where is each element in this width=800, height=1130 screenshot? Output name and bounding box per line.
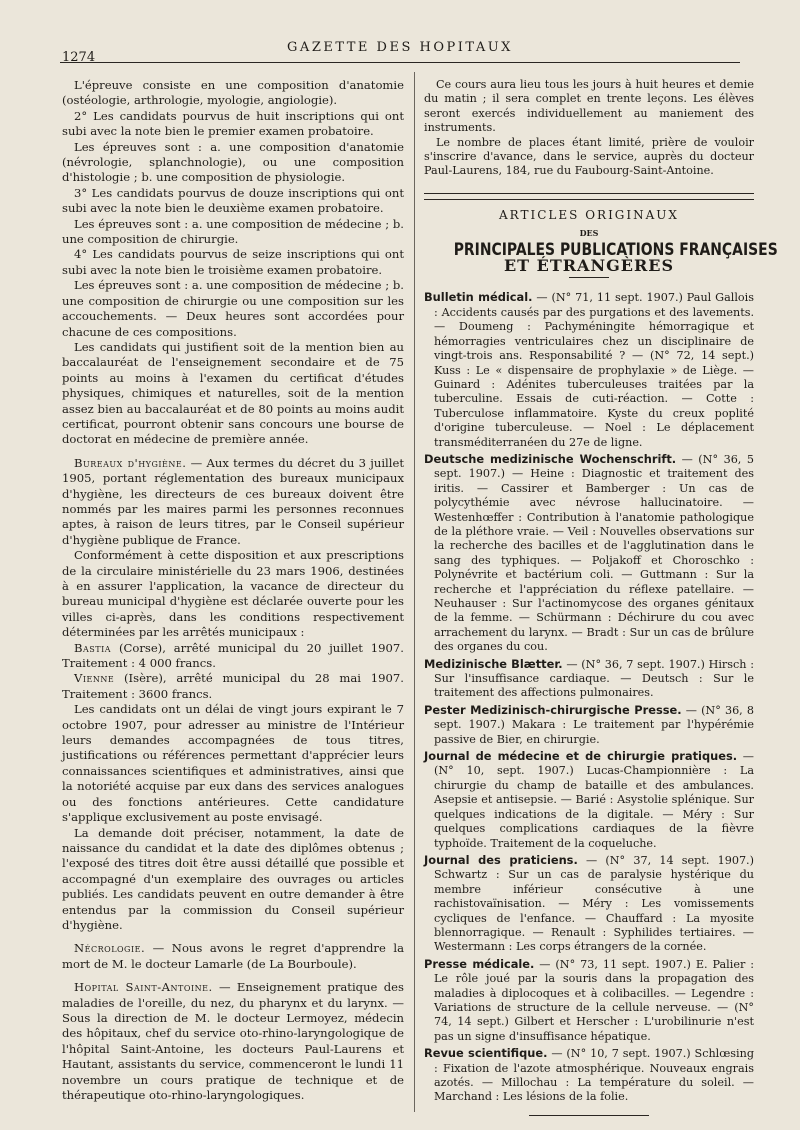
section-necrologie	[62, 941, 404, 972]
publication-text: — (N° 10, sept. 1907.) Lucas-Championnière : La chirurgie du champ de bataille et des ambulances. Asepsie et antisepsie. — Barié : Asystolie splénique. Sur quelques indications de la digitale. — Méry : Sur quelques complications cardiaques de la fièvre typhoïde. Traitement de la coqueluche.	[434, 750, 754, 850]
section-bureaux-hygiene	[62, 456, 404, 548]
section-heading: Nécrologie.	[74, 941, 146, 956]
paragraph: 4° Les candidats pourvus de seize inscriptions qui ont subi avec la note bien le troisième examen probatoire.	[62, 247, 404, 277]
publication-journal-name: Deutsche medizinische Wochenschrift.	[424, 451, 677, 466]
paragraph: Les candidats ont un délai de vingt jours expirant le 7 octobre 1907, pour adresser au ministre de l'Intérieur leurs demandes accompagnées de tous titres, justifications ou références permettant d'apprécier leurs connaissances scientifiques et administratives, ainsi que la notoriété acquise par eux dans des services analogues ou des fonctions antérieures. Cette candidature s'applique exclusivement au poste envisagé.	[62, 702, 404, 825]
section-hopital	[62, 980, 404, 1103]
publication-entry	[424, 957, 754, 1044]
articles-heading-principales: PRINCIPALES PUBLICATIONS FRANÇAISES	[453, 239, 778, 260]
paragraph-bastia	[62, 641, 404, 672]
header-rule	[60, 62, 740, 63]
publication-entry	[424, 749, 754, 851]
paragraph: Ce cours aura lieu tous les jours à huit heures et demie du matin ; il sera complet en trente leçons. Les élèves seront exercés individuellement au maniement des instruments.	[424, 78, 754, 135]
publication-text: — (N° 71, 11 sept. 1907.) Paul Gallois : Accidents causés par des purgations et des lavements. — Doumeng : Pachyméningite hémorragique et hémorragies ventriculaires chez un disciplinaire de vingt-trois ans. Responsabilité ? — (N° 72, 14 sept.) Kuss : Le « dispensaire de prophylaxie » de Liège. — Guinard : Adénites tuberculeuses traitées par la tuberculine. Essais de cuti-réaction. — Cotte : Tuberculose inflammatoire. Kyste du creux poplité d'origine tuberculeuse. — Noel : Le déplacement transméditerranéen du 27e de ligne.	[434, 291, 754, 449]
publication-entries	[424, 290, 754, 1104]
paragraph: Les épreuves sont : a. une composition de médecine ; b. une composition de chirurgie.	[62, 216, 404, 247]
section-heading: Bureaux d'hygiène.	[74, 455, 187, 470]
publication-journal-name: Journal de médecine et de chirurgie pratiques.	[424, 749, 738, 764]
left-column	[62, 78, 404, 1103]
paragraph: Le nombre de places étant limité, prière de vouloir s'inscrire d'avance, dans le service, auprès du docteur Paul-Laurens, 184, rue du Faubourg-Saint-Antoine.	[424, 135, 754, 178]
paragraph: Conformément à cette disposition et aux prescriptions de la circulaire ministérielle du 23 mars 1906, destinées à en assurer l'application, la vacance de directeur du bureau municipal d'hygiène est déclarée ouverte pour les villes ci-après, dans les conditions respectivement déterminées par les arrêtés municipaux :	[62, 548, 404, 640]
publication-text: — (N° 36, 5 sept. 1907.) — Heine : Diagnostic et traitement des iritis. — Cassirer et Bamberger : Un cas de polycythémie avec névrose hallucinatoire. — Westenhœffer : Contribution à l'anatomie pathologique de la pléthore vraie. — Veil : Nouvelles observations sur la recherche des bacilles et de l'agglutination dans le sang des typhiques. — Poljakoff et Choroschko : Polynévrite et bactérium coli. — Guttmann : Sur la recherche et l'appréciation du réflexe patellaire. — Neuhauser : Sur l'actinomycose des organes génitaux de la femme. — Schürmann : Déchirure du cou avec arrachement du larynx. — Bradt : Sur un cas de brûlure des organes du cou.	[434, 452, 754, 654]
articles-heading-etrangeres: ET ÉTRANGÈRES	[503, 256, 674, 276]
publication-entry	[424, 703, 754, 747]
city-text: (Isère), arrêté municipal du 28 mai 1907. Traitement : 3600 francs.	[62, 671, 404, 701]
paragraph: La demande doit préciser, notamment, la date de naissance du candidat et la date des diplômes obtenus ; l'exposé des titres doit être aussi détaillé que possible et accompagné d'un exemplaire des ouvrages ou articles publiés. Les candidats peuvent en outre demander à être entendus par la commission du Conseil supérieur d'hygiène.	[62, 825, 404, 932]
publication-entry	[424, 452, 754, 655]
articles-heading-des: DES	[579, 228, 599, 239]
articles-heading: ARTICLES ORIGINAUX	[499, 207, 679, 222]
city-name: Vienne	[74, 671, 115, 686]
column-separator	[414, 72, 415, 1112]
paragraph-vienne	[62, 671, 404, 702]
paragraph: Les candidats qui justifient soit de la mention bien au baccalauréat de l'enseignement secondaire et de 75 points au moins à l'examen du certificat d'études physiques, chimiques et naturelles, soit de la mention assez bien au baccalauréat et de 80 points au moins audit certificat, pourront obtenir sans concours une bourse de doctorat en médecine de première année.	[62, 339, 404, 447]
publication-entry	[424, 290, 754, 449]
paragraph: 2° Les candidats pourvus de huit inscriptions qui ont subi avec la note bien le premier examen probatoire.	[62, 108, 404, 139]
section-heading: Hopital Saint-Antoine.	[74, 980, 213, 995]
publication-entry	[424, 657, 754, 701]
double-rule	[424, 193, 754, 200]
paragraph: Les épreuves sont : a. une composition de médecine ; b. une composition de chirurgie ou une composition sur les accouchements. — Deux heures sont accordées pour chacune de ces compositions.	[62, 278, 404, 339]
city-name: Bastia	[74, 640, 112, 655]
publication-journal-name: Revue scientifique.	[424, 1046, 548, 1061]
paragraph: Les épreuves sont : a. une composition d'anatomie (névrologie, splanchnologie), ou une composition d'histologie ; b. une composition de physiologie.	[62, 139, 404, 185]
publication-journal-name: Presse médicale.	[424, 956, 535, 971]
journal-title: GAZETTE DES HOPITAUX	[287, 40, 513, 55]
publication-text: — (N° 10, 7 sept. 1907.) Schlœsing : Fixation de l'azote atmosphérique. Nouveaux engrais azotés. — Millochau : La température du soleil. — Marchand : Les lésions de la folie.	[434, 1047, 754, 1104]
publication-entry	[424, 853, 754, 955]
publication-journal-name: Pester Medizinisch-chirurgische Presse.	[424, 702, 682, 717]
publication-journal-name: Medizinische Blætter.	[424, 656, 563, 671]
short-rule	[569, 277, 609, 278]
paragraph: L'épreuve consiste en une composition d'anatomie (ostéologie, arthrologie, myologie, angiologie).	[62, 78, 404, 108]
section-text: — Nous avons le regret d'apprendre la mort de M. le docteur Lamarle (de La Bourboule).	[62, 941, 404, 971]
publication-text: — (N° 73, 11 sept. 1907.) E. Palier : Le rôle joué par la souris dans la propagation des maladies à diplocoques et à colibacilles. — Legendre : Variations de structure de la cellule nerveuse. — (N° 74, 14 sept.) Gilbert et Herscher : L'urobilinurie n'est pas un signe d'insuffisance hépatique.	[434, 957, 754, 1043]
publication-journal-name: Bulletin médical.	[424, 290, 533, 305]
publication-text: — (N° 36, 7 sept. 1907.) Hirsch : Sur l'insuffisance cardiaque. — Deutsch : Sur le traitement des affections pulmonaires.	[434, 657, 754, 700]
right-column	[424, 78, 778, 1116]
publication-journal-name: Journal des praticiens.	[424, 852, 578, 867]
end-ornament	[529, 1115, 649, 1116]
paragraph: 3° Les candidats pourvus de douze inscriptions qui ont subi avec la note bien le deuxième examen probatoire.	[62, 185, 404, 216]
publication-entry	[424, 1046, 754, 1105]
publication-text: — (N° 37, 14 sept. 1907.) Schwartz : Sur un cas de paralysie hystérique du membre inférieur consécutive à une rachistovaïnisation. — Méry : Les vomissements cycliques de l'enfance. — Chauffard : La myosite blennorragique. — Renault : Syphilides tertiaires. — Westermann : Les corps étrangers de la cornée.	[434, 853, 754, 954]
section-text: — Aux termes du décret du 3 juillet 1905, portant réglementation des bureaux municipaux d'hygiène, les directeurs de ces bureaux doivent être nommés par les maires parmi les personnes reconnues aptes, à raison de leurs titres, par le Conseil supérieur d'hygiène publique de France.	[62, 455, 404, 547]
section-text: — Enseignement pratique des maladies de l'oreille, du nez, du pharynx et du larynx. — Sous la direction de M. le docteur Lermoyez, médecin des hôpitaux, chef du service oto-rhino-laryngologique de l'hôpital Saint-Antoine, les docteurs Paul-Laurens et Hautant, assistants du service, commenceront le lundi 11 novembre un cours pratique de technique et de thérapeutique oto-rhino-laryngologiques.	[62, 980, 404, 1102]
city-text: (Corse), arrêté municipal du 20 juillet 1907. Traitement : 4 000 francs.	[62, 640, 404, 671]
page-number: 1274	[62, 50, 96, 65]
publication-text: — (N° 36, 8 sept. 1907.) Makara : Le traitement par l'hypérémie passive de Bier, en chirurgie.	[434, 703, 754, 746]
